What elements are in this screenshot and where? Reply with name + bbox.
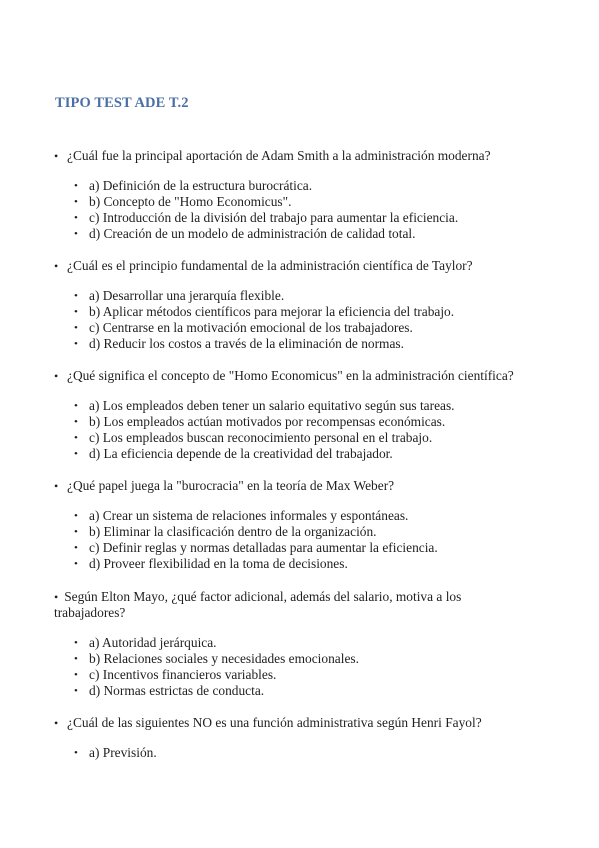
bullet-icon: • xyxy=(74,416,78,428)
options-list xyxy=(54,178,554,242)
option-text: c) Introducción de la división del trabajo para aumentar la eficiencia. xyxy=(89,210,459,225)
bullet-icon: • xyxy=(74,290,78,302)
bullet-icon: • xyxy=(74,448,78,460)
option-text: b) Aplicar métodos científicos para mejorar la eficiencia del trabajo. xyxy=(89,304,455,319)
question-text: ¿Cuál es el principio fundamental de la administración científica de Taylor? xyxy=(67,258,473,273)
question-5 xyxy=(54,589,494,621)
option-c xyxy=(54,320,554,336)
option-text: b) Los empleados actúan motivados por recompensas económicas. xyxy=(89,414,446,429)
question-1 xyxy=(54,148,554,164)
options-list xyxy=(54,745,554,761)
option-d xyxy=(54,683,494,699)
question-block-5 xyxy=(54,589,494,699)
options-list xyxy=(54,398,554,462)
question-block-1 xyxy=(54,148,554,242)
option-text: a) Los empleados deben tener un salario equitativo según sus tareas. xyxy=(89,398,455,413)
bullet-icon: • xyxy=(74,637,78,649)
options-list xyxy=(54,635,494,699)
bullet-icon: • xyxy=(74,542,78,554)
option-a xyxy=(54,635,494,651)
bullet-icon: • xyxy=(74,338,78,350)
option-b xyxy=(54,414,554,430)
bullet-icon: • xyxy=(74,306,78,318)
option-c xyxy=(54,210,554,226)
bullet-icon: • xyxy=(54,259,59,273)
option-text: c) Incentivos financieros variables. xyxy=(89,667,277,682)
question-text: ¿Qué significa el concepto de "Homo Economicus" en la administración científica? xyxy=(67,368,514,383)
bullet-icon: • xyxy=(54,369,59,383)
question-text: ¿Qué papel juega la "burocracia" en la teoría de Max Weber? xyxy=(67,478,395,493)
option-a xyxy=(54,288,554,304)
option-d xyxy=(54,556,554,572)
option-text: a) Definición de la estructura burocrática. xyxy=(89,178,313,193)
option-text: d) Normas estrictas de conducta. xyxy=(89,683,265,698)
bullet-icon: • xyxy=(74,669,78,681)
bullet-icon: • xyxy=(74,653,78,665)
option-text: d) La eficiencia depende de la creatividad del trabajador. xyxy=(89,446,393,461)
option-text: d) Proveer flexibilidad en la toma de decisiones. xyxy=(89,556,348,571)
bullet-icon: • xyxy=(74,212,78,224)
option-text: b) Eliminar la clasificación dentro de la organización. xyxy=(89,524,377,539)
option-text: c) Definir reglas y normas detalladas para aumentar la eficiencia. xyxy=(89,540,438,555)
option-text: a) Autoridad jerárquica. xyxy=(89,635,217,650)
question-block-6 xyxy=(54,715,554,761)
option-b xyxy=(54,524,554,540)
option-text: b) Concepto de "Homo Economicus". xyxy=(89,194,292,209)
document-title: TIPO TEST ADE T.2 xyxy=(55,95,189,111)
question-text: Según Elton Mayo, ¿qué factor adicional, además del salario, motiva a los trabajadores? xyxy=(54,589,462,620)
bullet-icon: • xyxy=(74,196,78,208)
option-d xyxy=(54,226,554,242)
option-a xyxy=(54,178,554,194)
option-c xyxy=(54,430,554,446)
question-4 xyxy=(54,478,554,494)
bullet-icon: • xyxy=(54,716,59,730)
question-block-3 xyxy=(54,368,554,462)
bullet-icon: • xyxy=(74,526,78,538)
option-b xyxy=(54,194,554,210)
bullet-icon: • xyxy=(74,510,78,522)
question-6 xyxy=(54,715,554,731)
question-2 xyxy=(54,258,554,274)
option-text: c) Los empleados buscan reconocimiento personal en el trabajo. xyxy=(89,430,433,445)
option-b xyxy=(54,651,494,667)
option-b xyxy=(54,304,554,320)
bullet-icon: • xyxy=(74,322,78,334)
option-text: a) Crear un sistema de relaciones informales y espontáneas. xyxy=(89,508,409,523)
option-text: a) Desarrollar una jerarquía flexible. xyxy=(89,288,285,303)
question-text: ¿Cuál de las siguientes NO es una función administrativa según Henri Fayol? xyxy=(67,715,482,730)
bullet-icon: • xyxy=(74,180,78,192)
question-text: ¿Cuál fue la principal aportación de Adam Smith a la administración moderna? xyxy=(67,148,491,163)
bullet-icon: • xyxy=(54,149,59,163)
options-list xyxy=(54,288,554,352)
bullet-icon: • xyxy=(74,558,78,570)
option-a xyxy=(54,745,554,761)
bullet-icon: • xyxy=(74,400,78,412)
option-text: d) Creación de un modelo de administración de calidad total. xyxy=(89,226,416,241)
bullet-icon: • xyxy=(74,685,78,697)
bullet-icon: • xyxy=(74,228,78,240)
bullet-icon: • xyxy=(54,590,59,604)
option-text: c) Centrarse en la motivación emocional de los trabajadores. xyxy=(89,320,413,335)
option-d xyxy=(54,336,554,352)
option-c xyxy=(54,540,554,556)
question-block-2 xyxy=(54,258,554,352)
option-c xyxy=(54,667,494,683)
question-block-4 xyxy=(54,478,554,572)
bullet-icon: • xyxy=(54,479,59,493)
question-3 xyxy=(54,368,554,384)
option-text: d) Reducir los costos a través de la eliminación de normas. xyxy=(89,336,404,351)
bullet-icon: • xyxy=(74,747,78,759)
option-d xyxy=(54,446,554,462)
option-text: b) Relaciones sociales y necesidades emocionales. xyxy=(89,651,359,666)
option-a xyxy=(54,398,554,414)
option-text: a) Previsión. xyxy=(89,745,157,760)
bullet-icon: • xyxy=(74,432,78,444)
options-list xyxy=(54,508,554,572)
option-a xyxy=(54,508,554,524)
